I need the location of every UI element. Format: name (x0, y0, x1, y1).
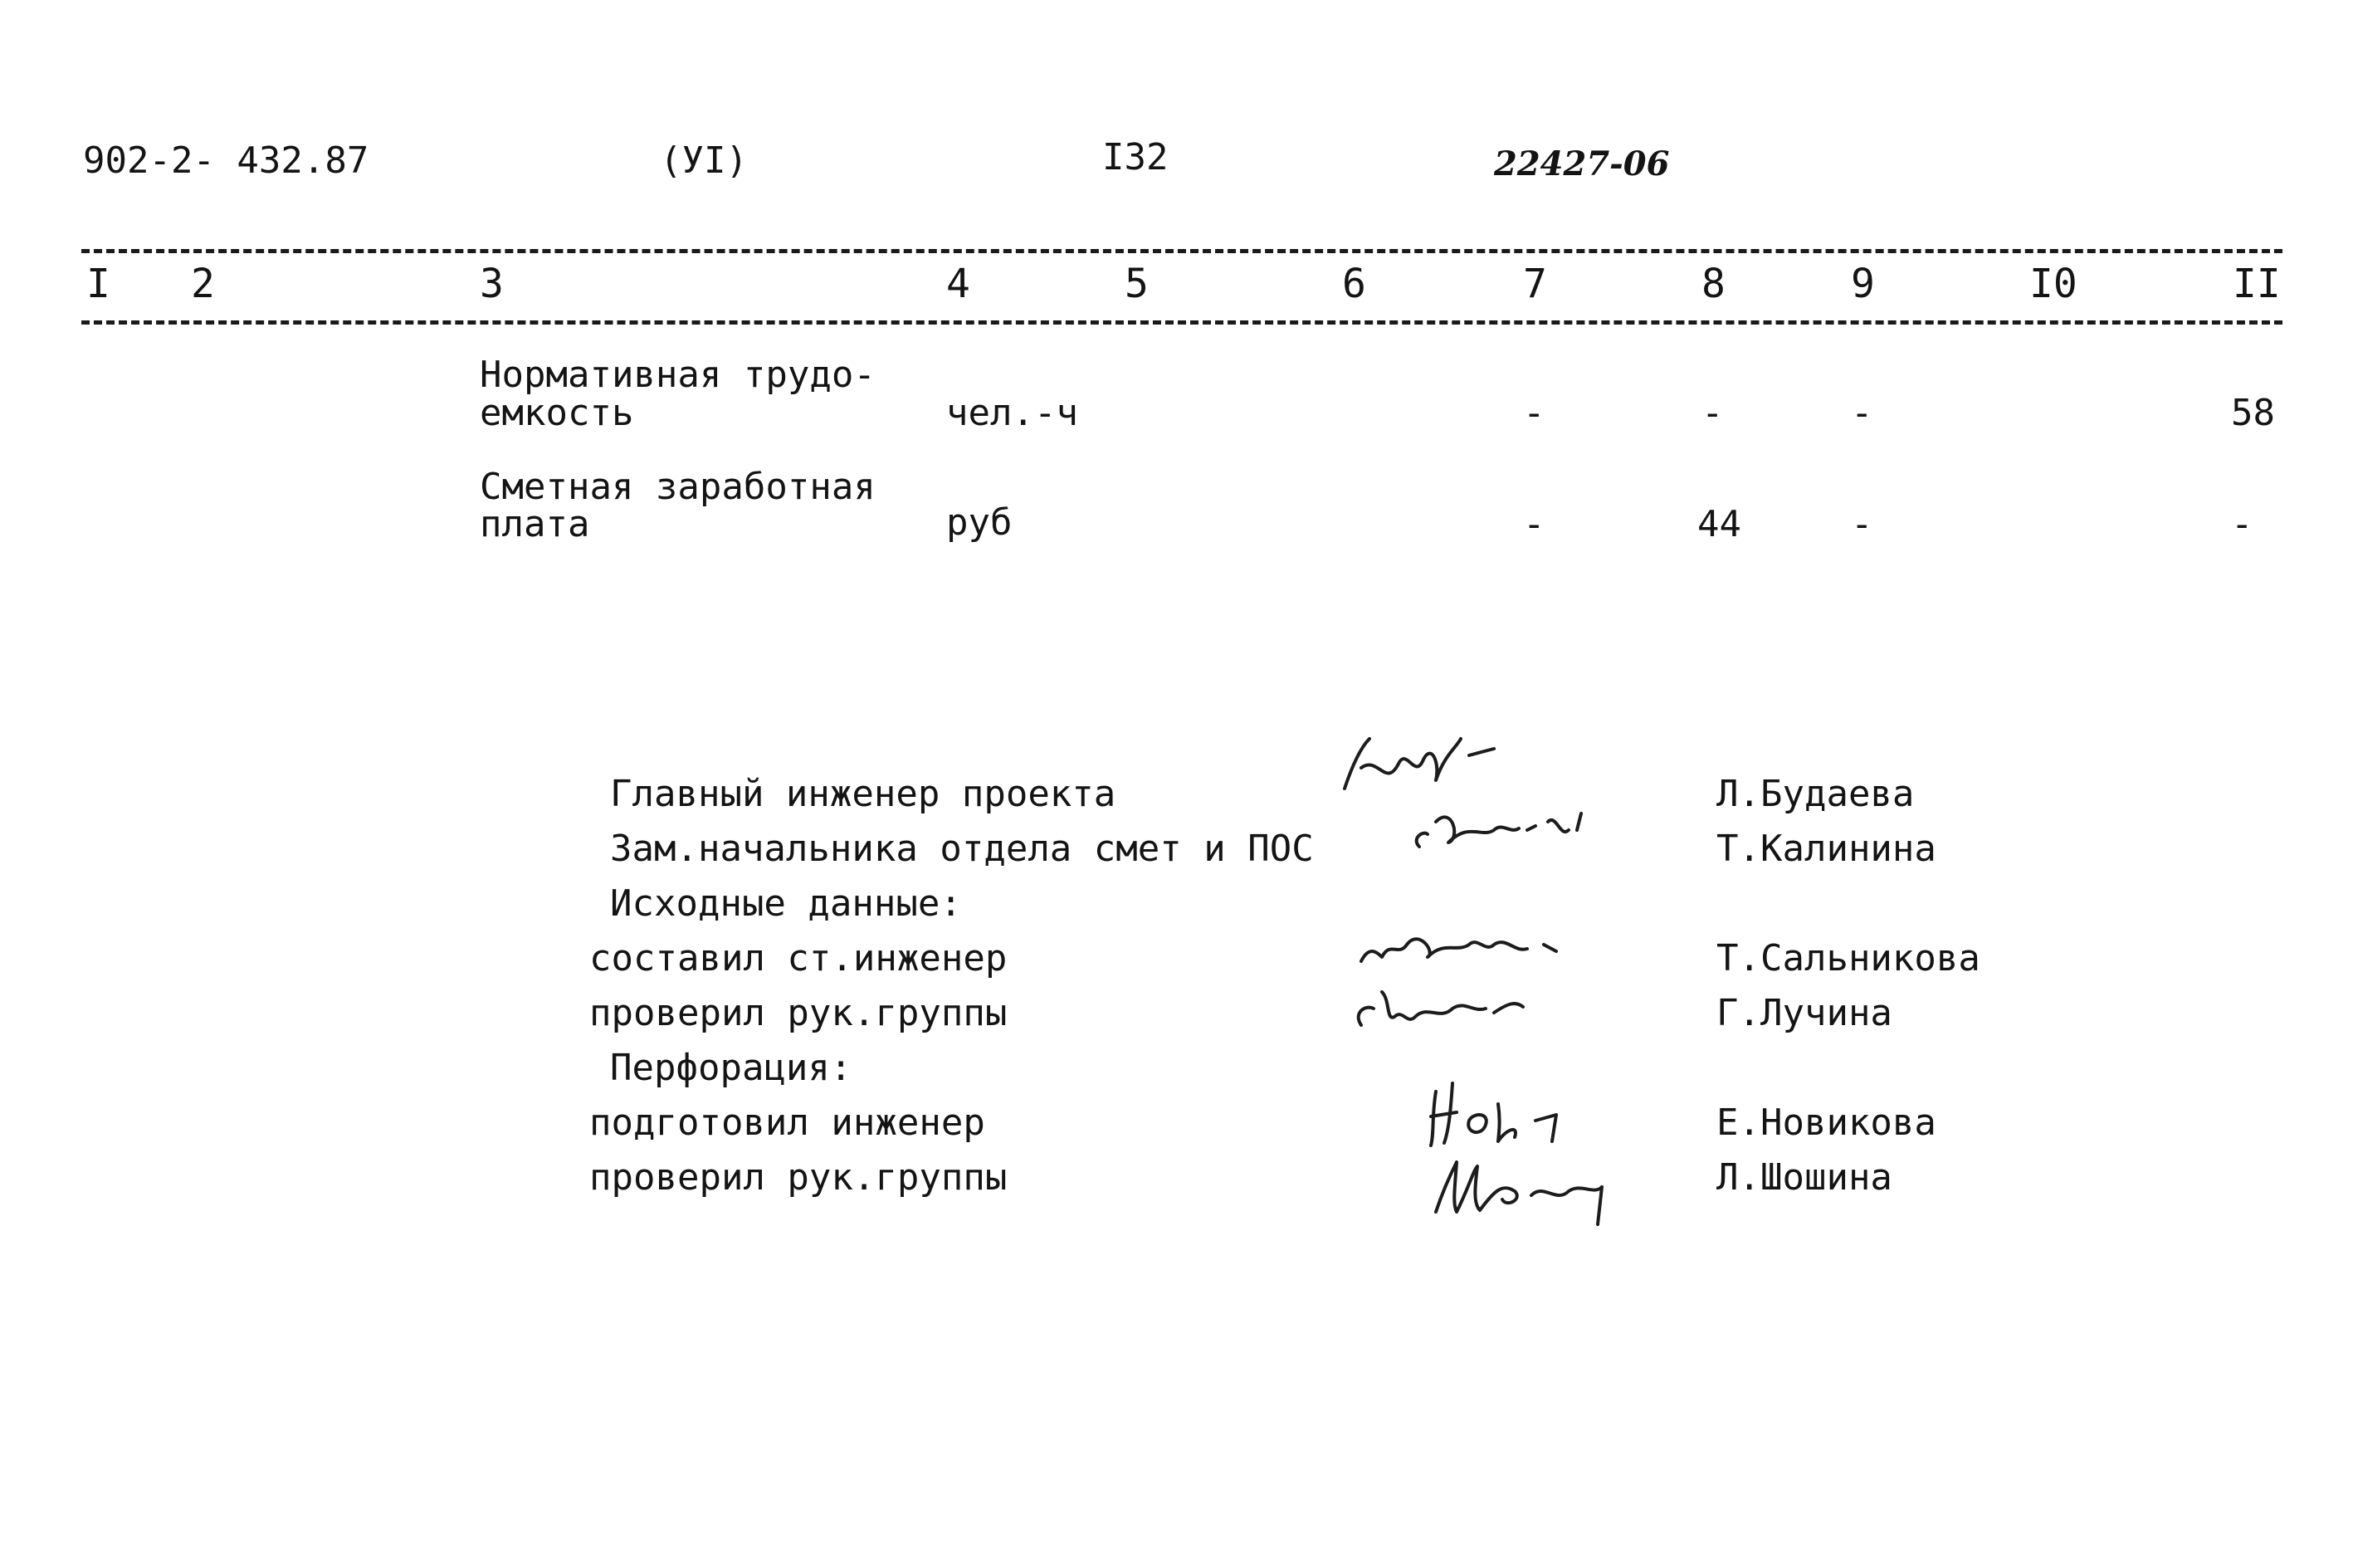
handwritten-signature (1403, 797, 1618, 863)
signatory-name: Т.Сальникова (1716, 937, 1980, 979)
row-name-line-1: Нормативная трудо- (480, 354, 876, 396)
handwritten-number: 22427-06 (1494, 144, 1670, 183)
section-label-source-data: Исходные данные: (610, 882, 962, 925)
row-name-line-2: плата (480, 503, 590, 545)
column-number-9: 9 (1851, 261, 1875, 307)
row-col8-value: - (1701, 392, 1724, 434)
signature-role-checked-by: проверил рук.группы (589, 992, 1008, 1034)
signature-role-checked-by: проверил рук.группы (589, 1156, 1008, 1199)
handwritten-signature (1353, 920, 1569, 978)
column-number-6: 6 (1342, 261, 1366, 307)
row-col11-value: 58 (2231, 392, 2275, 434)
column-number-8: 8 (1701, 261, 1726, 307)
signatory-name: Л.Шошина (1716, 1156, 1892, 1199)
row-unit: руб (946, 501, 1013, 544)
signature-role-compiled-by: составил ст.инженер (589, 937, 1008, 979)
handwritten-signature (1336, 730, 1519, 805)
signature-role-prepared-by: подготовил инженер (589, 1102, 985, 1144)
signatory-name: Г.Лучина (1716, 992, 1892, 1034)
signatory-name: Е.Новикова (1716, 1102, 1936, 1144)
row-col7-value: - (1523, 503, 1545, 545)
column-number-5: 5 (1125, 261, 1149, 307)
section-label-perforation: Перфорация: (610, 1047, 852, 1089)
table-header-rule (81, 320, 2282, 325)
column-number-7: 7 (1523, 261, 1547, 307)
page-number: I32 (1102, 136, 1169, 178)
row-name-line-1: Сметная заработная (480, 466, 876, 508)
row-col8-value: 44 (1697, 503, 1741, 545)
row-col7-value: - (1523, 392, 1545, 434)
column-number-1: I (86, 261, 110, 307)
row-col9-value: - (1851, 503, 1873, 545)
section-label: (УI) (660, 139, 748, 182)
signatory-name: Л.Будаева (1716, 773, 1915, 815)
signature-role-deputy-head: Зам.начальника отдела смет и ПОС (610, 828, 1314, 870)
row-unit: чел.-ч (946, 392, 1078, 434)
column-number-10: I0 (2029, 261, 2077, 307)
handwritten-signature (1349, 975, 1540, 1042)
column-number-3: 3 (480, 261, 504, 307)
row-col9-value: - (1851, 392, 1873, 434)
signatory-name: Т.Калинина (1716, 828, 1936, 870)
column-number-2: 2 (191, 261, 215, 307)
handwritten-signature (1423, 1145, 1623, 1229)
row-name-line-2: емкость (480, 392, 634, 434)
document-code: 902-2- 432.87 (83, 139, 369, 182)
signature-role-chief-engineer: Главный инженер проекта (610, 773, 1116, 815)
table-top-rule (81, 249, 2282, 253)
column-number-4: 4 (946, 261, 970, 307)
handwritten-signature (1419, 1075, 1585, 1150)
column-number-11: II (2233, 261, 2281, 307)
row-col11-value: - (2231, 503, 2253, 545)
